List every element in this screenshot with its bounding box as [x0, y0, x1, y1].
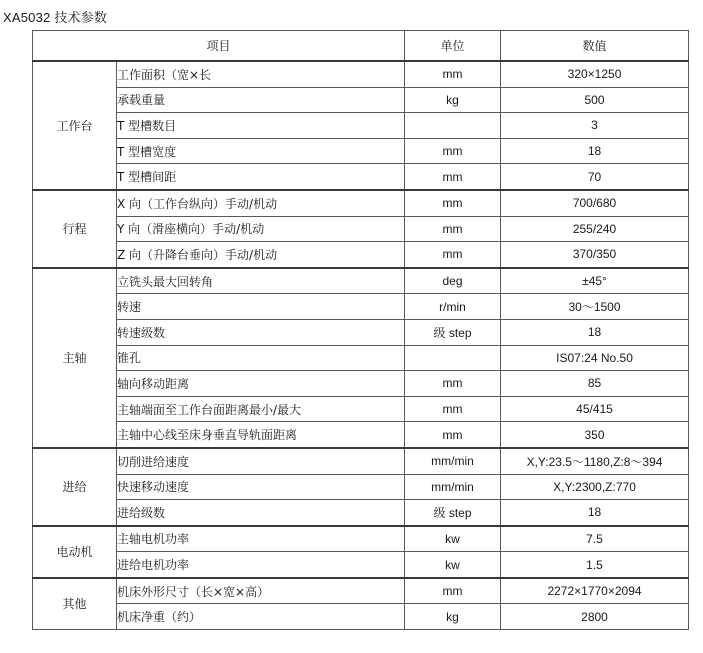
spec-group [33, 578, 689, 630]
value-cell: 70 [501, 164, 689, 190]
spec-group [33, 448, 689, 526]
value-cell: 700/680 [501, 190, 689, 216]
unit-cell: 级 step [405, 319, 501, 345]
table-row [33, 448, 689, 474]
unit-cell [405, 113, 501, 139]
value-cell: 7.5 [501, 526, 689, 552]
unit-cell: mm [405, 371, 501, 397]
unit-cell: mm/min [405, 474, 501, 500]
unit-cell: mm [405, 422, 501, 448]
unit-cell: mm [405, 242, 501, 268]
value-cell: 255/240 [501, 216, 689, 242]
value-cell: 350 [501, 422, 689, 448]
item-cell: 主轴中心线至床身垂直导轨面距离 [117, 422, 405, 448]
value-cell: ±45° [501, 268, 689, 294]
table-row [33, 164, 689, 190]
item-cell: 进给电机功率 [117, 552, 405, 578]
table-row [33, 138, 689, 164]
table-row [33, 526, 689, 552]
unit-cell: mm/min [405, 448, 501, 474]
category-cell: 进给 [33, 448, 117, 526]
unit-cell: kw [405, 526, 501, 552]
table-row [33, 87, 689, 113]
item-cell: 切削进给速度 [117, 448, 405, 474]
unit-cell: mm [405, 138, 501, 164]
item-cell: T 型槽数目 [117, 113, 405, 139]
unit-cell: mm [405, 164, 501, 190]
value-cell: 370/350 [501, 242, 689, 268]
unit-cell: mm [405, 578, 501, 604]
table-row [33, 345, 689, 371]
header-unit: 单位 [405, 31, 501, 62]
value-cell: 30～1500 [501, 294, 689, 320]
item-cell: 锥孔 [117, 345, 405, 371]
category-cell: 行程 [33, 190, 117, 268]
unit-cell: kw [405, 552, 501, 578]
category-cell: 主轴 [33, 268, 117, 448]
header-item: 项目 [33, 31, 405, 62]
category-cell: 工作台 [33, 61, 117, 190]
table-row [33, 319, 689, 345]
table-row [33, 268, 689, 294]
unit-cell: mm [405, 61, 501, 87]
item-cell: X 向（工作台纵向）手动/机动 [117, 190, 405, 216]
value-cell: X,Y:23.5～1180,Z:8～394 [501, 448, 689, 474]
item-cell: 机床外形尺寸（长×宽×高） [117, 578, 405, 604]
item-cell: 机床净重（约） [117, 604, 405, 630]
table-row [33, 474, 689, 500]
unit-cell: kg [405, 604, 501, 630]
item-cell: 承载重量 [117, 87, 405, 113]
value-cell: 18 [501, 500, 689, 526]
table-row [33, 500, 689, 526]
unit-cell: mm [405, 216, 501, 242]
value-cell: 2272×1770×2094 [501, 578, 689, 604]
table-row [33, 216, 689, 242]
header-value: 数值 [501, 31, 689, 62]
item-cell: Y 向（滑座横向）手动/机动 [117, 216, 405, 242]
category-cell: 电动机 [33, 526, 117, 578]
table-row [33, 242, 689, 268]
unit-cell: mm [405, 190, 501, 216]
value-cell: 1.5 [501, 552, 689, 578]
category-cell: 其他 [33, 578, 117, 630]
value-cell: X,Y:2300,Z:770 [501, 474, 689, 500]
item-cell: 轴向移动距离 [117, 371, 405, 397]
unit-cell: deg [405, 268, 501, 294]
page-title: XA5032 技术参数 [3, 10, 108, 25]
spec-table [32, 30, 689, 630]
header-row [33, 31, 689, 62]
value-cell: 85 [501, 371, 689, 397]
table-row [33, 371, 689, 397]
item-cell: 转速 [117, 294, 405, 320]
item-cell: 进给级数 [117, 500, 405, 526]
unit-cell: r/min [405, 294, 501, 320]
spec-group [33, 268, 689, 448]
spec-group [33, 526, 689, 578]
table-row [33, 190, 689, 216]
spec-group [33, 61, 689, 190]
item-cell: 立铣头最大回转角 [117, 268, 405, 294]
value-cell: 18 [501, 319, 689, 345]
item-cell: 主轴端面至工作台面距离最小/最大 [117, 396, 405, 422]
item-cell: 工作面积（宽×长 [117, 61, 405, 87]
value-cell: IS07:24 No.50 [501, 345, 689, 371]
value-cell: 2800 [501, 604, 689, 630]
unit-cell [405, 345, 501, 371]
item-cell: T 型槽宽度 [117, 138, 405, 164]
item-cell: T 型槽间距 [117, 164, 405, 190]
table-row [33, 604, 689, 630]
item-cell: 快速移动速度 [117, 474, 405, 500]
value-cell: 45/415 [501, 396, 689, 422]
unit-cell: kg [405, 87, 501, 113]
unit-cell: 级 step [405, 500, 501, 526]
table-row [33, 422, 689, 448]
table-row [33, 578, 689, 604]
table-row [33, 396, 689, 422]
item-cell: 转速级数 [117, 319, 405, 345]
unit-cell: mm [405, 396, 501, 422]
table-row [33, 552, 689, 578]
value-cell: 18 [501, 138, 689, 164]
table-row [33, 61, 689, 87]
value-cell: 320×1250 [501, 61, 689, 87]
spec-group [33, 190, 689, 268]
item-cell: Z 向（升降台垂向）手动/机动 [117, 242, 405, 268]
value-cell: 3 [501, 113, 689, 139]
item-cell: 主轴电机功率 [117, 526, 405, 552]
value-cell: 500 [501, 87, 689, 113]
table-row [33, 294, 689, 320]
table-row [33, 113, 689, 139]
